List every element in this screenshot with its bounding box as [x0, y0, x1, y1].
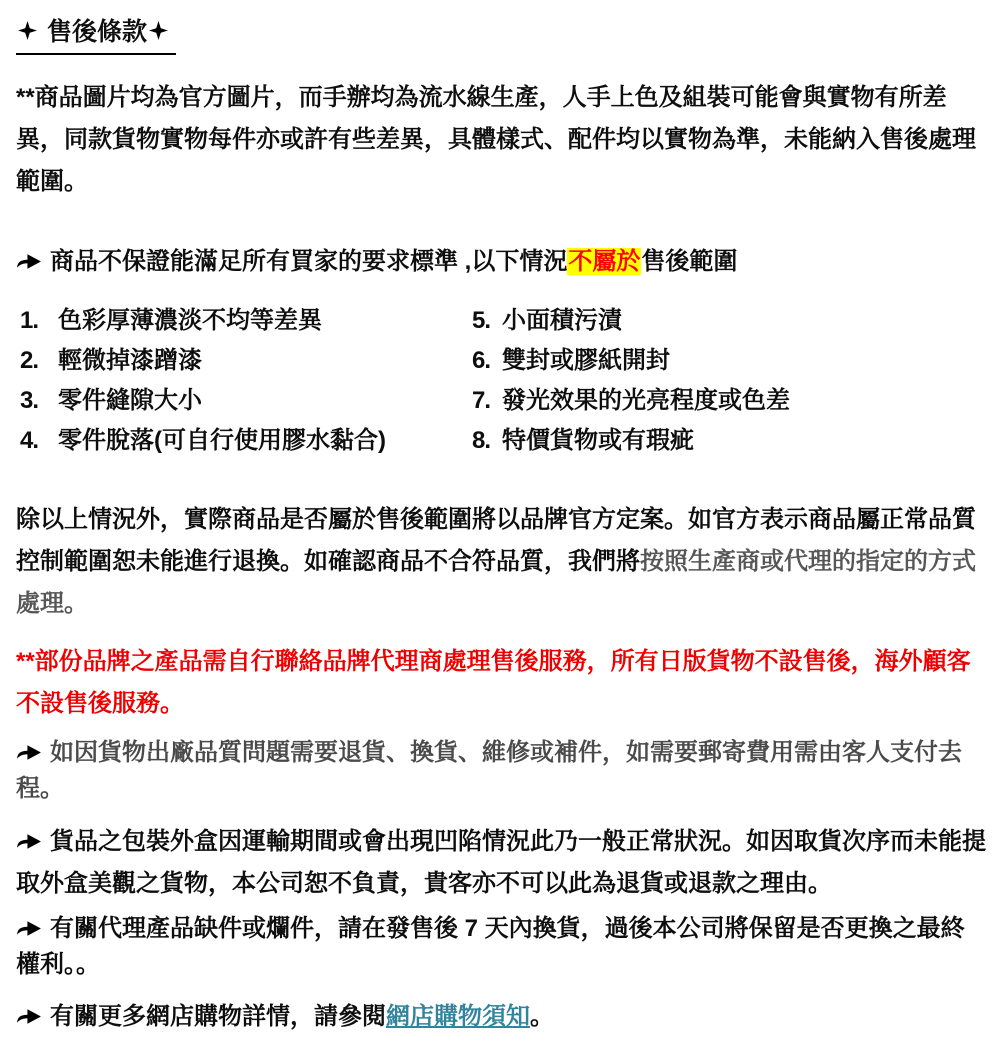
notice-text-after: 售後範圍 [641, 248, 738, 275]
returns-text: 如因貨物出廠品質問題需要退貨、換貨、維修或補件，如需要郵寄費用需由客人支付去程。 [16, 739, 962, 802]
policy-gray-tail-text: 按照生產商或代理的指定的方式處理。 [16, 548, 976, 617]
exclusion-item-number: 5. [472, 307, 491, 334]
official-decision-paragraph [16, 499, 986, 625]
returns-shipping-paragraph [16, 735, 986, 807]
exclusion-item [20, 421, 472, 461]
exclusion-item-text: 色彩厚薄濃淡不均等差異 [58, 307, 322, 334]
curved-arrow-icon [16, 251, 43, 272]
packaging-text: 貨品之包裝外盒因運輸期間或會出現凹陷情況此乃一般正常狀況。如因取貨次序而未能提取外盒美觀之貨物，本公司恕不負責，貴客亦不可以此為退貨或退款之理由。 [16, 828, 986, 897]
curved-arrow-icon [16, 742, 43, 763]
red-warning-paragraph: **部份品牌之產品需自行聯絡品牌代理商處理售後服務，所有日版貨物不設售後，海外顧客不設售後服務。 [16, 648, 971, 717]
replacement-window-paragraph [16, 911, 986, 983]
exclusion-item-number: 4. [20, 427, 39, 454]
page-title [16, 12, 986, 55]
exclusion-item-number: 2. [20, 347, 39, 374]
exclusion-item-text: 發光效果的光亮程度或色差 [502, 387, 790, 414]
exclusion-item [472, 341, 986, 381]
exclusion-item-text: 輕微掉漆蹭漆 [58, 347, 202, 374]
exclusion-item-number: 8. [472, 427, 491, 454]
page-title-text: 售後條款 [47, 18, 148, 46]
exclusion-list-right-column [472, 301, 986, 461]
exclusion-item-text: 特價貨物或有瑕疵 [502, 427, 694, 454]
exclusion-item-number: 7. [472, 387, 491, 414]
exclusion-item [472, 381, 986, 421]
curved-arrow-icon [16, 1006, 43, 1027]
shop-guide-link[interactable]: 網店購物須知 [386, 1003, 530, 1030]
exclusion-item [20, 341, 472, 381]
exclusion-list [16, 301, 986, 461]
exclusion-item-text: 雙封或膠紙開封 [502, 347, 670, 374]
exclusion-item-number: 1. [20, 307, 39, 334]
notice-text-before: 商品不保證能滿足所有買家的要求標準 ,以下情況 [50, 248, 568, 275]
exclusion-list-left-column [16, 301, 472, 461]
exclusion-item [20, 381, 472, 421]
more-info-text-after: 。 [530, 1003, 554, 1030]
exclusion-item-text: 小面積污漬 [502, 307, 622, 334]
exclusion-item-number: 6. [472, 347, 491, 374]
exclusion-item-text: 零件脫落(可自行使用膠水黏合) [58, 427, 386, 454]
star-icon [18, 21, 37, 40]
exclusion-notice-line [16, 245, 986, 279]
highlighted-text: 不屬於 [568, 248, 641, 275]
intro-paragraph: **商品圖片均為官方圖片，而手辦均為流水線生產，人手上色及組裝可能會與實物有所差異，同款貨物實物每件亦或許有些差異，具體樣式、配件均以實物為準，未能納入售後處理範圍。 [16, 84, 976, 195]
replacement-text: 有關代理產品缺件或爛件，請在發售後 7 天內換貨，過後本公司將保留是否更換之最終權利。。 [16, 915, 965, 978]
policy-main-text: 除以上情況外，實際商品是否屬於售後範圍將以品牌官方定案。如官方表示商品屬正常品質控制範圍恕未能進行退換。如確認商品不合符品質，我們將 [16, 506, 976, 575]
star-icon [149, 21, 168, 40]
curved-arrow-icon [16, 918, 43, 939]
exclusion-item [472, 301, 986, 341]
more-info-paragraph [16, 999, 986, 1035]
packaging-dent-paragraph [16, 821, 986, 905]
exclusion-item [20, 301, 472, 341]
page-title-underline [16, 12, 176, 55]
exclusion-item-number: 3. [20, 387, 39, 414]
exclusion-item [472, 421, 986, 461]
curved-arrow-icon [16, 831, 43, 852]
more-info-text-before: 有關更多網店購物詳情，請參閱 [50, 1003, 386, 1030]
exclusion-item-text: 零件縫隙大小 [58, 387, 202, 414]
